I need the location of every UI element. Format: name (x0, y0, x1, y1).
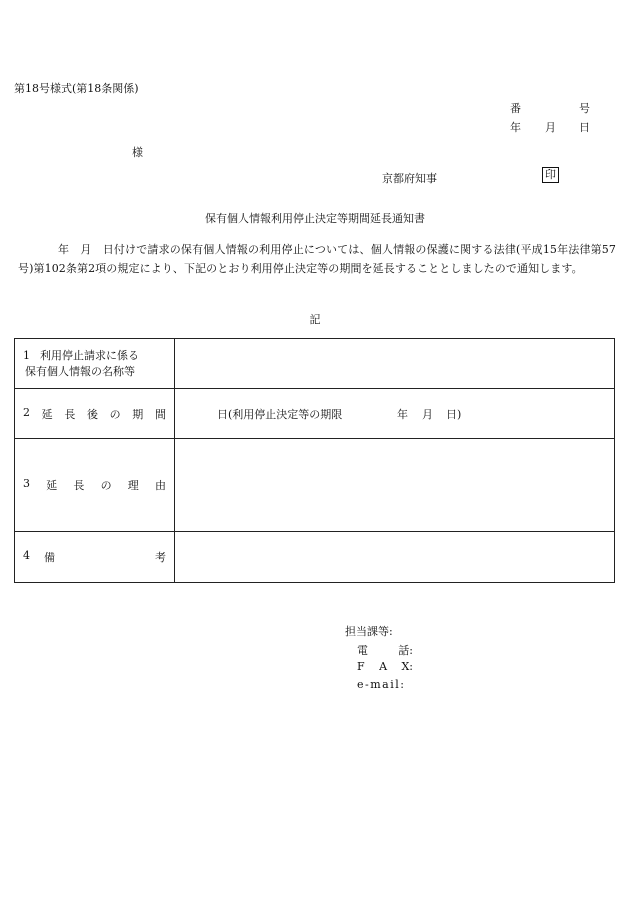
ki-heading: 記 (309, 313, 321, 326)
extension-month-label: 月 (422, 407, 433, 421)
row-label-head (23, 549, 55, 565)
label-char: 期 (132, 407, 144, 421)
label-char: 理 (127, 479, 139, 492)
table-row (15, 339, 615, 389)
row-label-line (23, 364, 166, 380)
row-label-spread (23, 406, 166, 422)
row-label-extension-reason (15, 439, 175, 532)
label-char: 長 (73, 479, 85, 492)
value-cell-extension-reason[interactable] (175, 439, 615, 532)
document-number-suffix: 号 (579, 102, 590, 115)
label-char: 考 (155, 551, 166, 564)
addressee-suffix: 様 (132, 146, 143, 159)
seal-mark: 印 (542, 167, 559, 183)
issuer-name: 京都府知事 (382, 172, 437, 185)
contact-fax-label (357, 660, 413, 673)
label-char: 長 (64, 407, 76, 421)
table-row (15, 439, 615, 532)
value-cell-target-info[interactable] (175, 339, 615, 389)
label-char: 延 (46, 479, 58, 492)
row-label-spread (23, 549, 166, 565)
table-row (15, 532, 615, 583)
contact-dept-text: 担当課等: (345, 625, 393, 638)
row-label-text: 保有個人情報の名称等 (25, 364, 135, 378)
row-label-line (23, 348, 166, 364)
details-table (14, 338, 615, 583)
document-number-label: 番 (510, 102, 521, 115)
label-char: 延 (41, 407, 53, 421)
label-char: の (109, 407, 121, 421)
date-month-label: 月 (545, 121, 556, 134)
document-title: 保有個人情報利用停止決定等期間延長通知書 (205, 212, 425, 225)
row-number: 1 (23, 348, 30, 362)
extension-period-value (175, 406, 614, 422)
label-char: の (100, 479, 112, 492)
label-char: 備 (44, 551, 55, 564)
date-day-label: 日 (579, 121, 590, 134)
row-number: 4 (23, 549, 30, 562)
notice-body: 年 月 日付けで請求の保有個人情報の利用停止については、個人情報の保護に関する法律(平成15年法律第57号)第102条第2項の規定により、下記のとおり利用停止決定等の期間を延長することとしましたので通知します。 (18, 243, 616, 275)
row-label-target-info (15, 339, 175, 389)
label-char: 話: (398, 644, 413, 657)
extension-year-label: 年 (397, 407, 408, 421)
contact-email-text: e-mail: (357, 678, 406, 691)
row-number: 2 (23, 405, 30, 419)
value-cell-extension-period[interactable] (175, 389, 615, 439)
label-char: F (357, 660, 365, 673)
row-label-extension-period (15, 389, 175, 439)
table-row (15, 389, 615, 439)
date-year-label: 年 (510, 121, 521, 134)
contact-dept-label (345, 623, 413, 639)
form-reference: 第18号様式(第18条関係) (14, 82, 139, 95)
label-char: 由 (154, 479, 166, 492)
label-char: X: (401, 660, 413, 673)
value-cell-remarks[interactable] (175, 532, 615, 583)
row-number: 3 (23, 477, 30, 490)
row-label-spread (23, 477, 166, 493)
label-char: 間 (154, 407, 166, 421)
extension-day-text: 日(利用停止決定等の期限 (217, 407, 343, 421)
contact-email-label (357, 678, 413, 691)
label-char: 電 (357, 644, 368, 657)
label-char: 後 (86, 407, 98, 421)
label-char: A (379, 660, 388, 673)
row-label-remarks (15, 532, 175, 583)
row-label-text: 利用停止請求に係る (40, 348, 139, 362)
extension-close-text: 日) (446, 407, 462, 421)
contact-tel-label (357, 642, 413, 658)
